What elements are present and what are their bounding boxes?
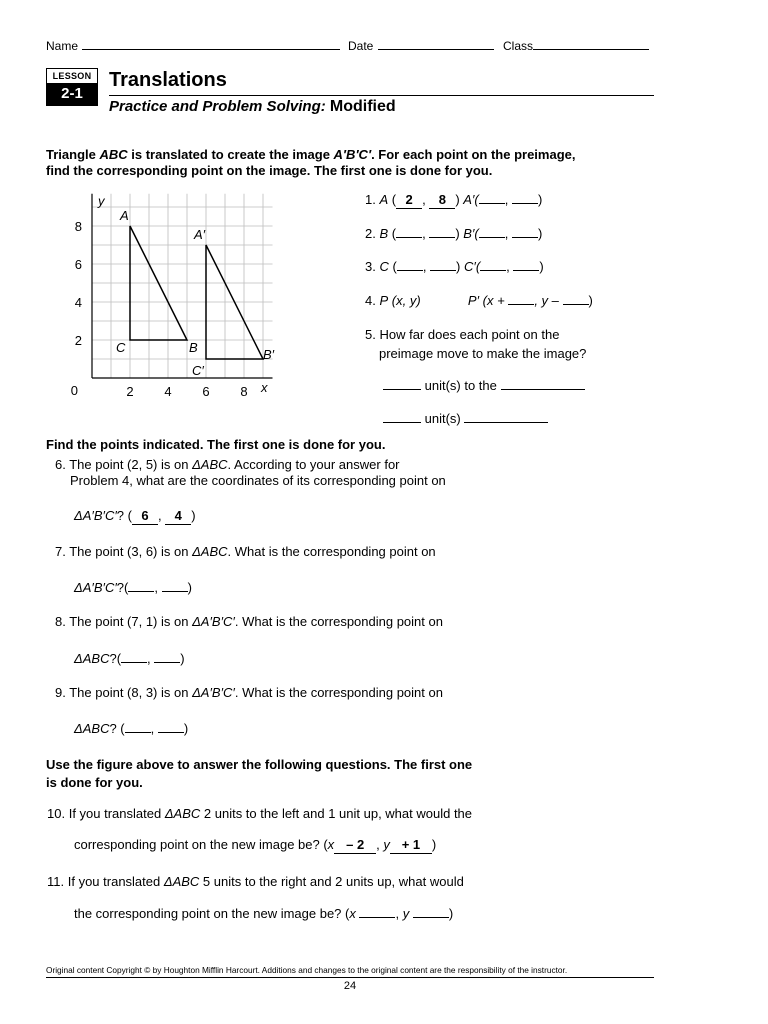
- problem-text: The point (3, 6) is on: [69, 544, 193, 559]
- problem-text: ?: [116, 508, 124, 523]
- problem-9: [55, 685, 443, 701]
- problem-text: How far does each point on the: [379, 327, 560, 342]
- y-tick-label: 4: [74, 295, 82, 310]
- lesson-subtitle: [109, 98, 396, 116]
- vertex-label: A′: [194, 227, 206, 242]
- problem-number: 4.: [365, 293, 376, 308]
- problem-number: 3.: [365, 259, 376, 274]
- problem-5-blank-2: [383, 410, 548, 427]
- subtitle-text: Practice and Problem Solving:: [109, 98, 326, 115]
- x-tick-label: 8: [240, 384, 248, 399]
- problem-10-answer: corresponding point on the new image be? (x – 2 , y + 1 ): [74, 837, 437, 852]
- x-tick-label: 2: [126, 384, 134, 399]
- lesson-title: Translations: [109, 69, 227, 91]
- answer-blank[interactable]: [121, 650, 147, 663]
- instr-text: ABC: [99, 147, 128, 162]
- x-tick-label: 6: [202, 384, 210, 399]
- triangle-name: ΔABC: [192, 457, 228, 472]
- class-field-line[interactable]: [533, 49, 649, 50]
- answer-blank[interactable]: [158, 720, 184, 733]
- y-tick-label: 6: [74, 257, 82, 272]
- answer-blank[interactable]: – 2: [334, 837, 376, 854]
- instr-text: is done for you.: [46, 775, 143, 790]
- lesson-badge: [46, 68, 98, 106]
- problem-text: ?: [109, 651, 117, 666]
- problem-number: 10.: [47, 806, 66, 821]
- problem-text: preimage move to make the image?: [379, 346, 587, 361]
- problem-text: . What is the corresponding point on: [227, 544, 436, 559]
- section2-instructions: Find the points indicated. The first one is done for you.: [46, 437, 386, 452]
- triangle-name: ΔA′B′C′: [192, 685, 235, 700]
- section3-instructions: [46, 756, 472, 792]
- problem-text: The point (8, 3) is on: [69, 685, 193, 700]
- instr-text: Triangle: [46, 147, 100, 162]
- problem-text: Problem 4, what are the coordinates of its corresponding point on: [70, 473, 446, 488]
- image-point: P′: [467, 293, 480, 308]
- triangle-name: ΔABC: [163, 874, 200, 889]
- copyright-notice: Original content Copyright © by Houghton Mifflin Harcourt. Additions and changes to the original content are the responsibility of the instructor.: [46, 965, 568, 975]
- x-axis-label: x: [261, 380, 268, 395]
- vertex-label: A: [120, 208, 129, 223]
- problem-text: The point (2, 5) is on: [69, 457, 193, 472]
- answer-blank[interactable]: [128, 579, 154, 592]
- answer-blank[interactable]: [383, 410, 421, 423]
- problem-number: 2.: [365, 226, 376, 241]
- answer-blank[interactable]: [359, 905, 395, 918]
- coordinate-graph: [60, 182, 300, 408]
- x-tick-label: 4: [164, 384, 172, 399]
- variable: x: [327, 837, 335, 852]
- answer-blank[interactable]: 6: [132, 508, 158, 525]
- instr-text: is translated to create the image: [127, 147, 334, 162]
- y-tick-label: 2: [74, 333, 82, 348]
- date-label: Date: [348, 39, 374, 53]
- vertex-label: C′: [192, 363, 204, 378]
- point-name: C: [379, 259, 389, 274]
- answer-blank[interactable]: [162, 579, 188, 592]
- problem-number: 11.: [47, 874, 65, 889]
- variable: y: [383, 837, 390, 852]
- problem-5: [365, 325, 586, 363]
- vertex-label: B: [189, 340, 198, 355]
- origin-label: 0: [70, 383, 78, 398]
- name-label: Name: [46, 39, 79, 53]
- answer-blank[interactable]: [413, 905, 449, 918]
- answer-blank[interactable]: [383, 377, 421, 390]
- problem-text: 5 units to the right and 2 units up, what would: [199, 874, 464, 889]
- triangle-name: ΔABC: [192, 544, 228, 559]
- answer-blank[interactable]: [479, 191, 505, 204]
- section1-instructions: [46, 147, 575, 179]
- instr-text: . For each point on the preimage,: [371, 147, 576, 162]
- answer-blank[interactable]: [125, 720, 151, 733]
- answer-blank[interactable]: [397, 258, 423, 271]
- problem-text: 2 units to the left and 1 unit up, what would the: [200, 806, 473, 821]
- answer-blank[interactable]: [512, 191, 538, 204]
- problem-10: [47, 806, 472, 822]
- problem-text: unit(s) to the: [424, 378, 497, 393]
- page-number: 24: [343, 980, 357, 992]
- problem-4: 4. P (x, y) P′ (x + , y – ): [365, 293, 593, 308]
- problem-2: 2. B ( , ) B′( , ): [365, 226, 543, 241]
- answer-blank[interactable]: + 1: [390, 837, 432, 854]
- triangle-name: ΔA′B′C′: [74, 508, 117, 523]
- problem-7-answer: ΔA′B′C′?( , ): [74, 580, 192, 595]
- lesson-label: LESSON: [52, 71, 92, 81]
- answer-blank[interactable]: [429, 225, 455, 238]
- answer-blank[interactable]: 8: [429, 192, 455, 209]
- problem-11: [47, 874, 464, 890]
- answer-blank[interactable]: 4: [165, 508, 191, 525]
- problem-text: ?: [109, 721, 121, 736]
- triangle-name: ΔABC: [74, 721, 110, 736]
- instr-text: A′B′C′: [333, 147, 372, 162]
- problem-3: 3. C ( , ) C′( , ): [365, 259, 544, 274]
- problem-number: 6.: [55, 457, 66, 472]
- triangle-name: ΔABC: [74, 651, 110, 666]
- subtitle-emphasis: Modified: [329, 98, 396, 115]
- problem-number: 7.: [55, 544, 66, 559]
- image-point: A′(: [463, 192, 479, 207]
- instr-text: find the corresponding point on the image. The first one is done for you.: [46, 163, 493, 178]
- problem-text: unit(s): [424, 411, 461, 426]
- problem-number: 1.: [365, 192, 376, 207]
- problem-text: If you translated: [68, 806, 165, 821]
- answer-blank[interactable]: [513, 258, 539, 271]
- answer-blank[interactable]: [396, 225, 422, 238]
- image-point: C′(: [464, 259, 481, 274]
- problem-8-answer: ΔABC?( , ): [74, 651, 185, 666]
- answer-blank[interactable]: [563, 292, 589, 305]
- title-rule: [109, 95, 654, 96]
- answer-blank[interactable]: [508, 292, 534, 305]
- problem-text: . According to your answer for: [227, 457, 400, 472]
- name-field-line[interactable]: [82, 49, 340, 50]
- class-label: Class: [503, 39, 534, 53]
- date-field-line[interactable]: [378, 49, 494, 50]
- answer-blank[interactable]: [512, 225, 538, 238]
- problem-number: 9.: [55, 685, 66, 700]
- problem-number: 5.: [365, 327, 376, 342]
- vertex-label: B′: [263, 347, 275, 362]
- answer-blank[interactable]: [154, 650, 180, 663]
- problem-text: The point (7, 1) is on: [69, 614, 193, 629]
- point-coords: (x, y): [391, 293, 421, 308]
- problem-6-answer: ΔA′B′C′? ( 6 , 4 ): [74, 508, 196, 523]
- answer-blank[interactable]: [501, 377, 585, 390]
- problem-text: . What is the corresponding point on: [234, 614, 443, 629]
- answer-blank[interactable]: [480, 258, 506, 271]
- vertex-label: C: [116, 340, 126, 355]
- variable: y: [402, 906, 410, 921]
- answer-blank[interactable]: [430, 258, 456, 271]
- answer-blank[interactable]: [479, 225, 505, 238]
- answer-blank[interactable]: 2: [396, 192, 422, 209]
- triangle-name: ΔABC: [164, 806, 201, 821]
- problem-11-answer: the corresponding point on the new image be? (x , y ): [74, 906, 454, 921]
- point-name: B: [379, 226, 389, 241]
- problem-text: . What is the corresponding point on: [234, 685, 443, 700]
- answer-blank[interactable]: [464, 410, 548, 423]
- triangle-name: ΔA′B′C′: [192, 614, 235, 629]
- problem-number: 8.: [55, 614, 66, 629]
- problem-9-answer: ΔABC? ( , ): [74, 721, 189, 736]
- problem-text: ?: [116, 580, 124, 595]
- image-point: B′(: [463, 226, 479, 241]
- problem-6: [55, 457, 446, 489]
- triangle-name: ΔA′B′C′: [74, 580, 117, 595]
- problem-8: [55, 614, 443, 630]
- problem-5-blank-1: [383, 377, 585, 394]
- problem-text: If you translated: [67, 874, 164, 889]
- variable: x: [349, 906, 356, 921]
- point-name: A: [379, 192, 389, 207]
- lesson-number: 2-1: [47, 83, 97, 105]
- point-name: P: [379, 293, 389, 308]
- image-coords: , y –: [534, 293, 559, 308]
- problem-1: 1. A ( 2 , 8 ) A′( , ): [365, 192, 543, 207]
- image-coords: (x +: [482, 293, 505, 308]
- y-tick-label: 8: [74, 219, 82, 234]
- instr-text: Use the figure above to answer the following questions. The first one: [46, 757, 473, 772]
- problem-text: corresponding point on the new image be? (: [74, 837, 328, 852]
- problem-text: the corresponding point on the new image be? (: [74, 906, 350, 921]
- y-axis-label: y: [98, 193, 105, 209]
- footer-rule: [46, 977, 654, 978]
- problem-7: [55, 544, 436, 560]
